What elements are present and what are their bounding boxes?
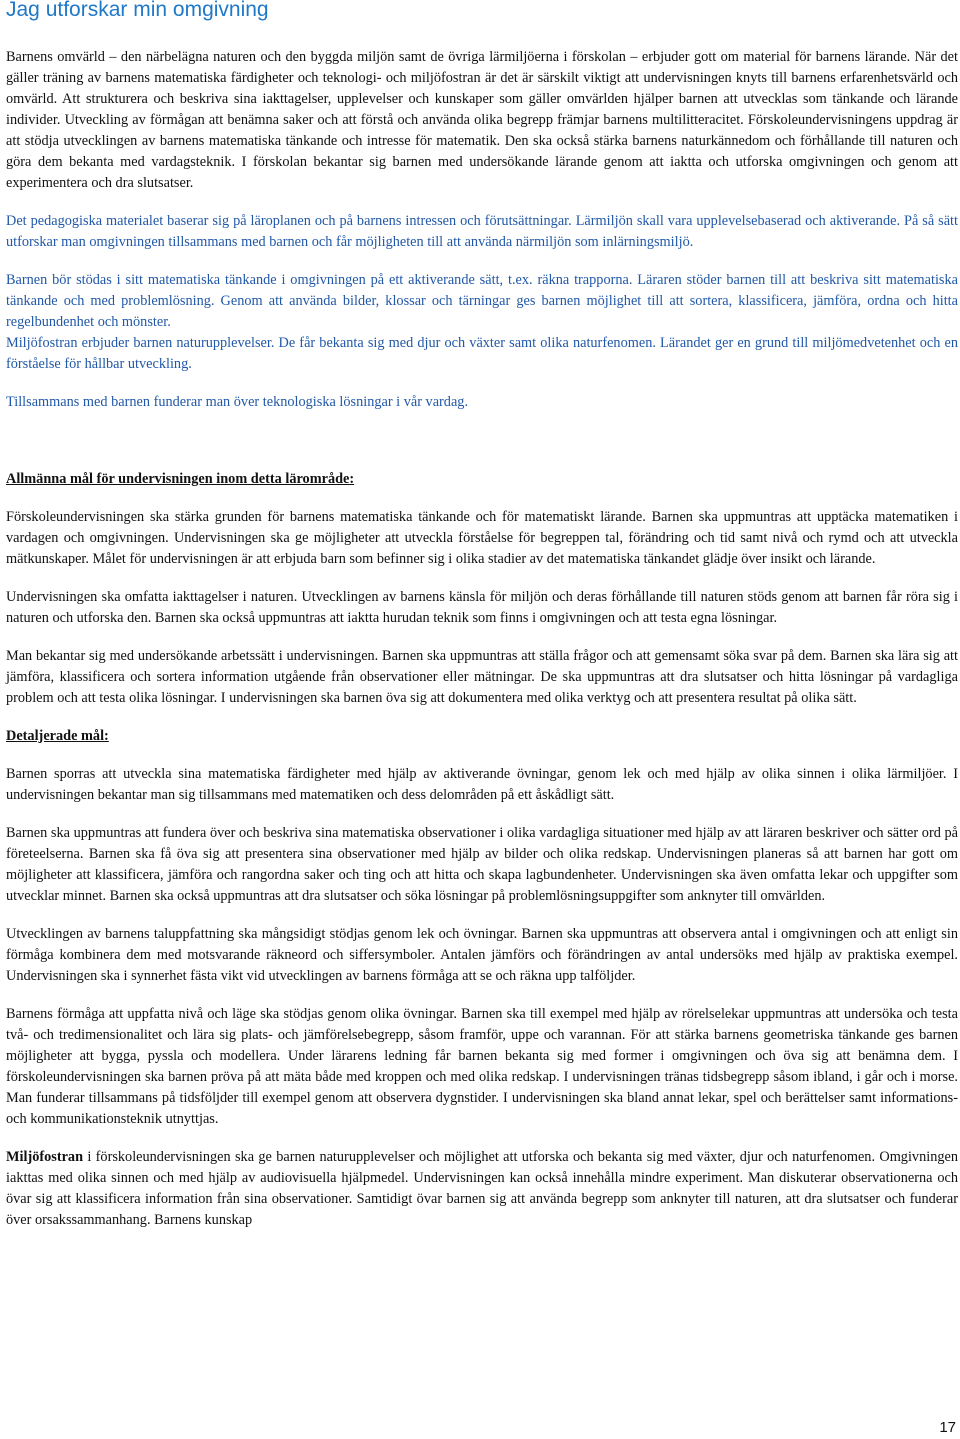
general-goals-paragraph-1: Förskoleundervisningen ska stärka grunden för barnens matematiska tänkande och för matematiskt lärande. Barnen ska uppmuntras att upptäcka matematiken i vardagen och omgivningen. Undervisningen ska ge möjligheter att utveckla förståelse för begreppen tal, förändring och tid samt nivå och rymd och att utveckla mätkunskaper. Målet för undervisningen är att erbjuda barn som befinner sig i olika stadier av det matematiska tänkandet glädje över insikt och lärande. [6, 509, 958, 567]
detailed-goals-paragraph-5 [6, 1147, 958, 1231]
page-title: Jag utforskar min omgivning [6, 0, 269, 21]
page-number: 17 [939, 1419, 956, 1436]
intro-paragraph: Barnens omvärld – den närbelägna naturen och den byggda miljön samt de övriga lärmiljöerna i förskolan – erbjuder gott om material för barnens lärande. När det gäller träning av barnens matematiska färdigheter och teknologi- och miljöfostran är det är särskilt viktigt att undervisningen knyts till barnens erfarenhetsvärld och omvärld. Att strukturera och beskriva sina iakttagelser, upplevelser och kunskaper som gäller omvärlden hjälper barnen att utvecklas som tänkande och lärande individer. Utveckling av förmågan att benämna saker och att förstå och använda olika begrepp främjar barnens multilitteracitet. Förskoleundervisningens uppdrag är att stödja utvecklingen av barnens matematiska tänkande och intresse för matematik. Den ska också stärka barnens naturkännedom och förhållande till naturen och göra dem bekanta med vardagsteknik. I förskolan bekantar sig barnen med undersökande lärande genom att iaktta och utforska omgivningen och genom att experimentera och dra slutsatser. [6, 49, 958, 191]
general-goals-heading: Allmänna mål för undervisningen inom detta lärområde: [6, 471, 355, 487]
document-body [6, 47, 958, 1231]
detailed-goals-paragraph-1: Barnen sporras att utveckla sina matematiska färdigheter med hjälp av aktiverande övningar, genom lek och med hjälp av olika sinnen i olika lärmiljöer. I undervisningen bekantar man sig tillsammans med matematiken och dess delområden på ett åskådligt sätt. [6, 766, 958, 803]
detailed-goals-paragraph-4: Barnens förmåga att uppfatta nivå och läge ska stödjas genom olika övningar. Barnen ska till exempel med hjälp av rörelselekar uppmuntras att undersöka och testa två- och tredimensionalitet och lära sig plats- och jämförelsebegrepp, såsom framför, uppe och varannan. För att stärka barnens geometriska tänkande ges barnen möjligheter att bygga, pyssla och modellera. Under lärarens ledning får barnen bekanta sig med former i omgivningen och öva sig att benämna dem. I förskoleundervisningen ska barnen pröva på att mäta både med kroppen och med olika redskap. I undervisningen tränas tidsbegrepp såsom ibland, i går och i morse. Man funderar tillsammans på tidsföljder till exempel genom att observera dygnstider. I undervisningen ska bland annat lekar, spel och berättelser samt informations- och kommunikationsteknik utnyttjas. [6, 1006, 958, 1127]
detailed-goals-paragraph-3: Utvecklingen av barnens taluppfattning ska mångsidigt stödjas genom lek och övningar. Barnen ska uppmuntras att observera antal i omgivningen och att enligt sin förmåga kombinera dem med motsvarande räkneord och siffersymboler. Antalen jämförs och förändringen av antal undersöks med hjälp av praktiska exempel. Undervisningen ska i synnerhet fästa vikt vid utvecklingen av barnens förmåga att se och räkna upp talföljder. [6, 926, 958, 984]
blue-paragraph-3: Miljöfostran erbjuder barnen naturupplevelser. De får bekanta sig med djur och växter samt olika naturfenomen. Lärandet ger en grund till miljömedvetenhet och en förståelse för hållbar utveckling. [6, 335, 958, 372]
blue-paragraph-4: Tillsammans med barnen funderar man över teknologiska lösningar i vår vardag. [6, 394, 469, 410]
general-goals-paragraph-2: Undervisningen ska omfatta iakttagelser i naturen. Utvecklingen av barnens känsla för miljön och deras förhållande till naturen stöds genom att barnen får röra sig i naturen och utforska den. Barnen ska också uppmuntras att iaktta hurudan teknik som finns i omgivningen och att testa egna lösningar. [6, 589, 958, 626]
blue-paragraph-2: Barnen bör stödas i sitt matematiska tänkande i omgivningen på ett aktiverande sätt, t.ex. räkna trapporna. Läraren stöder barnen till att beskriva sitt matematiska tänkande och med problemlösning. Genom att använda bilder, klossar och tärningar ges barnen möjlighet till att sortera, klassificera, jämföra, ordna och hitta regelbundenhet och mönster. [6, 272, 958, 330]
environment-education-text: i förskoleundervisningen ska ge barnen naturupplevelser och möjlighet att utforska och bekanta sig med växter, djur och naturfenomen. Omgivningen iakttas med olika sinnen och med hjälp av audiovisuella hjälpmedel. Undervisningen kan också innehålla mindre experiment. Man diskuterar observationerna och övar sig att klassificera information från sina observationer. Samtidigt övar barnen sig att använda begrepp som anknyter till naturen, att dra slutsatser och funderar över orsakssammanhang. Barnens kunskap [6, 1149, 958, 1228]
blue-paragraph-1: Det pedagogiska materialet baserar sig på läroplanen och på barnens intressen och förutsättningar. Lärmiljön skall vara upplevelsebaserad och aktiverande. På så sätt utforskar man omgivningen tillsammans med barnen och får möjligheten till att använda närmiljön som inlärningsmiljö. [6, 213, 958, 250]
general-goals-paragraph-3: Man bekantar sig med undersökande arbetssätt i undervisningen. Barnen ska uppmuntras att ställa frågor och att gemensamt söka svar på dem. Barnen ska lära sig att jämföra, klassificera och sortera information utgående från observationer eller mätningar. De ska uppmuntras att dra slutsatser och hitta lösningar på vardagliga problem och att testa olika lösningar. I undervisningen ska barnen öva sig att dokumentera med olika verktyg och att presentera resultat på olika sätt. [6, 648, 958, 706]
detailed-goals-heading: Detaljerade mål: [6, 728, 109, 744]
detailed-goals-paragraph-2: Barnen ska uppmuntras att fundera över och beskriva sina matematiska observationer i olika vardagliga situationer med hjälp av att läraren beskriver och sätter ord på företeelserna. Barnen ska få öva sig att presentera sina observationer med hjälp av bilder och olika redskap. Undervisningen planeras så att barnen har gott om möjligheter att klassificera, jämföra och rangordna saker och ting och att hitta och skapa lagbundenheter. Undervisningen ska även omfatta lekar och uppgifter som utvecklar minnet. Barnen ska också uppmuntras att dra slutsatser och söka lösningar på problemlösningsuppgifter som anknyter till omvärlden. [6, 825, 958, 904]
environment-education-term: Miljöfostran [6, 1149, 84, 1165]
